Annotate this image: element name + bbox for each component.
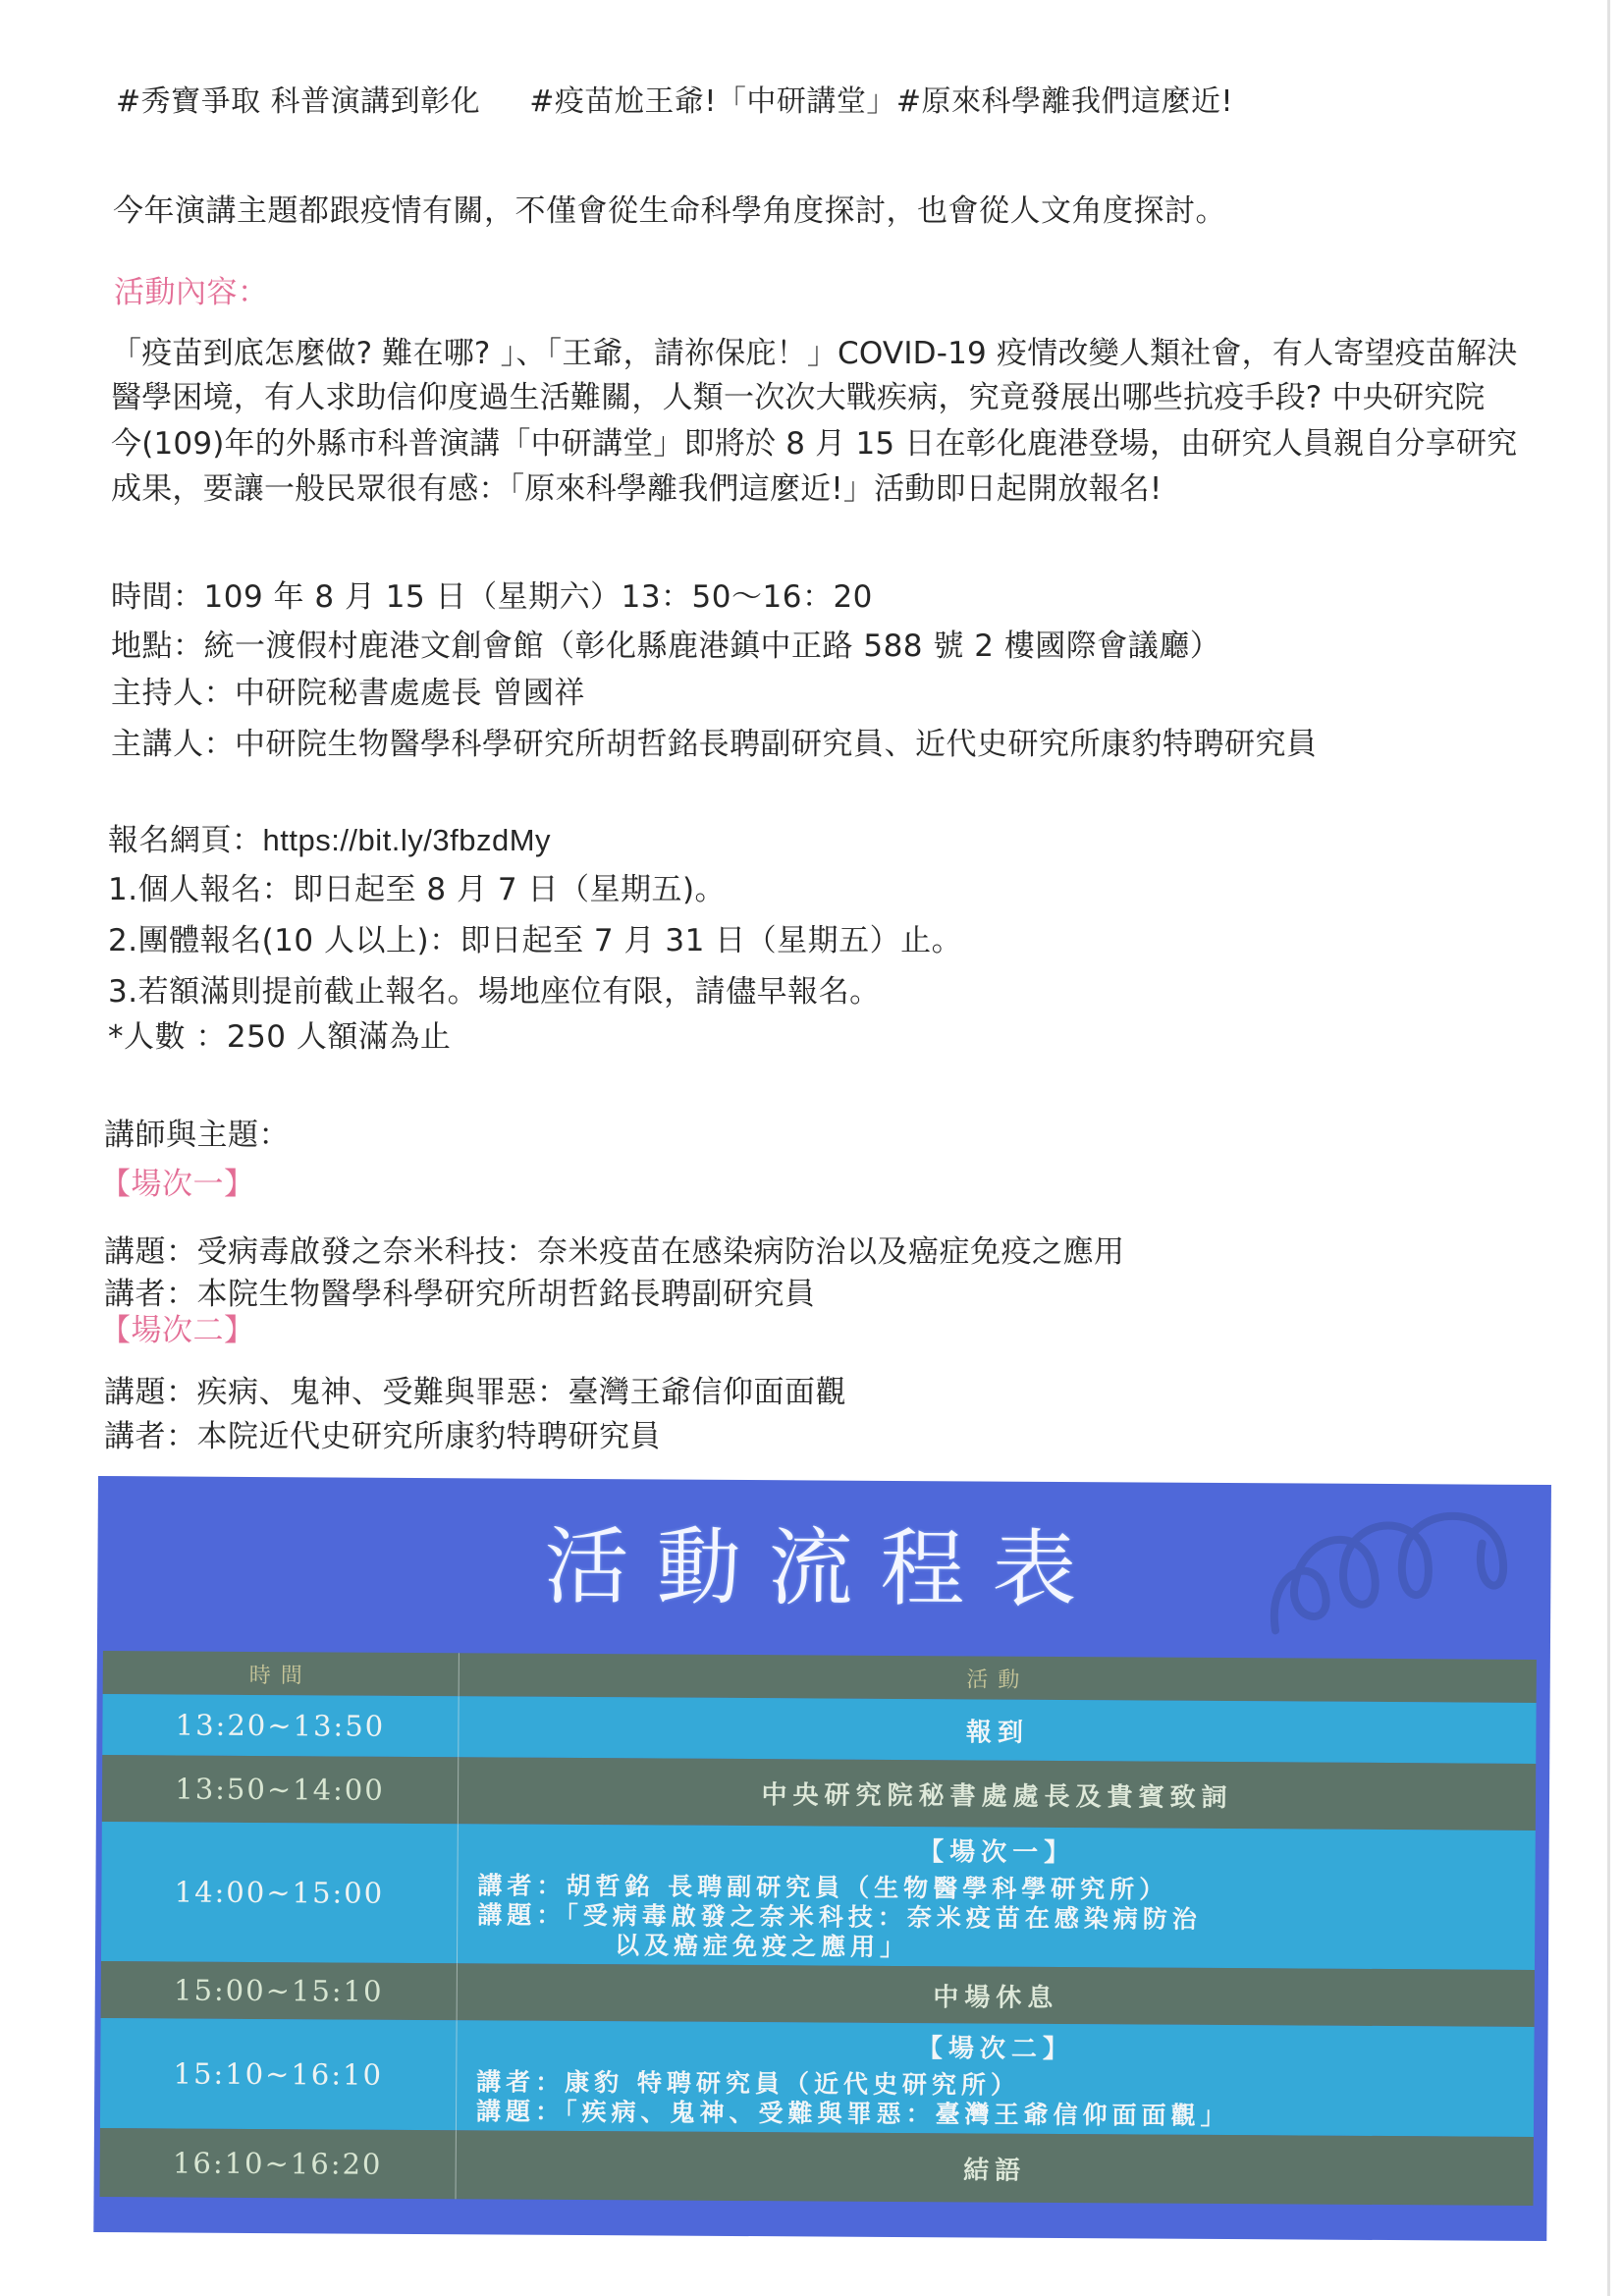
session-2-speaker: 講者：本院近代史研究所康豹特聘研究員 bbox=[104, 1419, 661, 1454]
header-activity: 活動 bbox=[966, 1667, 1030, 1693]
row-time: 15:00~15:10 bbox=[101, 1961, 458, 2020]
schedule-row bbox=[100, 2128, 1534, 2206]
hashtag-2: #疫苗尬王爺!「中研講堂」#原來科學離我們這麼近! bbox=[529, 84, 1234, 119]
row-time: 13:50~14:00 bbox=[102, 1755, 459, 1824]
event-host: 主持人：中研院秘書處處長 曾國祥 bbox=[111, 676, 585, 711]
row-activity: 結語 bbox=[963, 2155, 1027, 2186]
event-time: 時間：109 年 8 月 15 日（星期六）13：50～16：20 bbox=[111, 579, 873, 615]
header-time: 時間 bbox=[103, 1651, 460, 1696]
session-1-speaker: 講者：本院生物醫學科學研究所胡哲銘長聘副研究員 bbox=[104, 1277, 816, 1312]
hashtag-1: #秀寶爭取 科普演講到彰化 bbox=[116, 84, 481, 119]
row-activity bbox=[457, 2020, 1535, 2137]
session-speaker: 講者：胡哲銘 長聘副研究員（生物醫學科學研究所） bbox=[477, 1870, 1169, 1904]
session-detail bbox=[476, 2067, 1230, 2131]
registration-capacity: *人數 ：250 人額滿為止 bbox=[108, 1019, 452, 1055]
activity-line-1: 「疫苗到底怎麼做? 難在哪? 」、「王爺，請祢保庇！」COVID-19 疫情改變人類社會，有人寄望疫苗解決 bbox=[111, 336, 1518, 371]
schedule-row bbox=[102, 1755, 1536, 1831]
session-1-tag: 【場次一】 bbox=[100, 1167, 255, 1202]
activity-heading: 活動內容： bbox=[114, 275, 269, 310]
row-time: 16:10~16:20 bbox=[100, 2128, 457, 2199]
session-tag: 【場次一】 bbox=[918, 1836, 1076, 1868]
schedule-row bbox=[101, 1961, 1535, 2027]
session-topic: 講題：「受病毒啟發之奈米科技：奈米疫苗在感染病防治 bbox=[477, 1899, 1202, 1934]
activity-line-4: 成果，要讓一般民眾很有感：「原來科學離我們這麼近!」活動即日起開放報名! bbox=[111, 471, 1163, 507]
registration-item-3: 3.若額滿則提前截止報名。場地座位有限，請儘早報名。 bbox=[108, 974, 881, 1010]
session-1-topic: 講題：受病毒啟發之奈米科技：奈米疫苗在感染病防治以及癌症免疫之應用 bbox=[104, 1234, 1125, 1270]
session-topic-cont: 以及癌症免疫之應用」 bbox=[615, 1930, 910, 1961]
session-2-tag: 【場次二】 bbox=[100, 1313, 255, 1348]
registration-label: 報名網頁： bbox=[108, 823, 263, 858]
session-tag: 【場次二】 bbox=[916, 2033, 1075, 2064]
registration-line bbox=[108, 821, 551, 860]
registration-item-2: 2.團體報名(10 人以上)：即日起至 7 月 31 日（星期五）止。 bbox=[108, 923, 963, 958]
row-activity bbox=[458, 1824, 1536, 1970]
row-activity: 報到 bbox=[965, 1717, 1030, 1748]
row-time: 15:10~16:10 bbox=[100, 2018, 458, 2130]
event-speakers: 主講人：中研院生物醫學科學研究所胡哲銘長聘副研究員、近代史研究所康豹特聘研究員 bbox=[111, 727, 1318, 762]
session-speaker: 講者：康豹 特聘研究員（近代史研究所） bbox=[476, 2066, 1021, 2100]
activity-line-2: 醫學困境，有人求助信仰度過生活難關，人類一次次大戰疾病，究竟發展出哪些抗疫手段? 中央研究院 bbox=[111, 380, 1486, 415]
session-2-topic: 講題：疾病、鬼神、受難與罪惡：臺灣王爺信仰面面觀 bbox=[104, 1375, 846, 1410]
scan-edge bbox=[1607, 0, 1610, 2296]
row-activity: 中場休息 bbox=[933, 1982, 1059, 2013]
schedule-image bbox=[93, 1476, 1551, 2241]
registration-item-1: 1.個人報名：即日起至 8 月 7 日（星期五)。 bbox=[108, 872, 727, 907]
session-detail bbox=[477, 1871, 1202, 1964]
schedule-row bbox=[102, 1694, 1536, 1764]
schedule-table bbox=[100, 1651, 1537, 2206]
intro-text: 今年演講主題都跟疫情有關，不僅會從生命科學角度探討，也會從人文角度探討。 bbox=[113, 193, 1226, 229]
schedule-row-session-2 bbox=[100, 2018, 1535, 2137]
schedule-title: 活動流程表 bbox=[544, 1517, 1105, 1620]
activity-line-3: 今(109)年的外縣市科普演講「中研講堂」即將於 8 月 15 日在彰化鹿港登場，由研究人員親自分享研究 bbox=[111, 426, 1518, 462]
row-time: 14:00~15:00 bbox=[101, 1822, 459, 1963]
registration-link[interactable]: https://bit.ly/3fbzdMy bbox=[262, 823, 552, 857]
lectures-heading: 講師與主題： bbox=[104, 1118, 290, 1153]
hashtag-line bbox=[116, 82, 1233, 122]
event-location: 地點：統一渡假村鹿港文創會館（彰化縣鹿港鎮中正路 588 號 2 樓國際會議廳） bbox=[111, 629, 1221, 664]
schedule-row-session-1 bbox=[101, 1822, 1536, 1970]
row-time: 13:20~13:50 bbox=[102, 1694, 459, 1757]
row-activity: 中央研究院秘書處處長及貴賓致詞 bbox=[761, 1779, 1233, 1813]
session-topic: 講題：「疾病、鬼神、受難與罪惡：臺灣王爺信仰面面觀」 bbox=[475, 2096, 1230, 2130]
